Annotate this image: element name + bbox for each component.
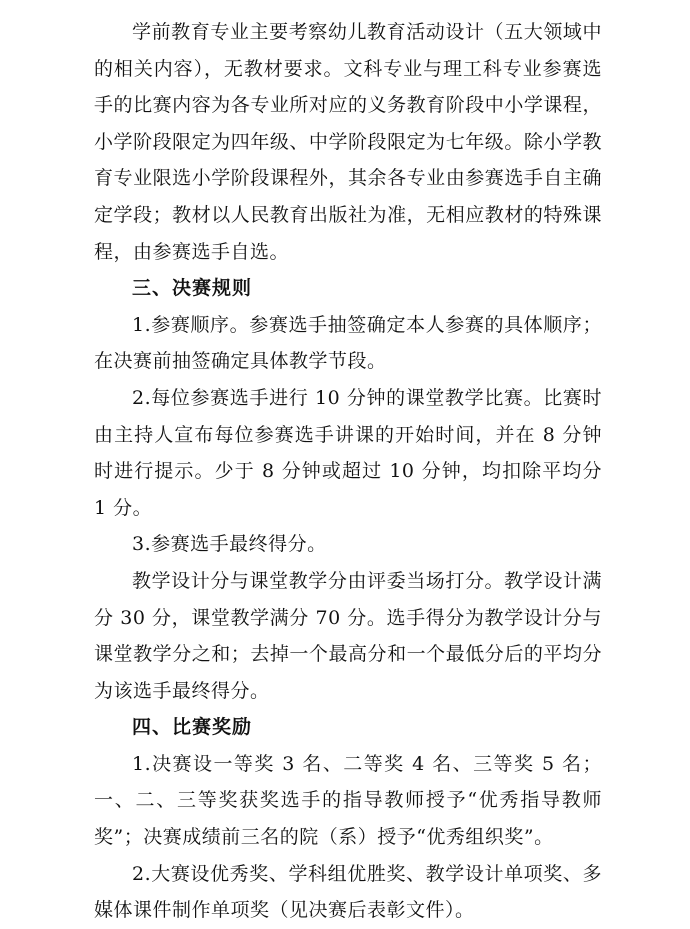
document-page xyxy=(94,14,602,929)
section-heading-final-rules: 三、决赛规则 xyxy=(132,277,253,300)
section-heading-awards: 四、比赛奖励 xyxy=(132,716,253,739)
paragraph-rule-order: 1.参赛顺序。参赛选手抽签确定本人参赛的具体顺序；在决赛前抽签确定具体教学节段。 xyxy=(94,313,602,373)
paragraph-rule-scoring: 教学设计分与课堂教学分由评委当场打分。教学设计满分 30 分，课堂教学满分 70 分。选手得分为教学设计分与课堂教学分之和；去掉一个最高分和一个最低分后的平均分为该选手最终得分。 xyxy=(94,569,602,702)
paragraph-rule-time: 2.每位参赛选手进行 10 分钟的课堂教学比赛。比赛时由主持人宣布每位参赛选手讲课的开始时间，并在 8 分钟时进行提示。少于 8 分钟或超过 10 分钟，均扣除平均分 1 分。 xyxy=(94,386,602,519)
paragraph-award-prizes: 1.决赛设一等奖 3 名、二等奖 4 名、三等奖 5 名；一、二、三等奖获奖选手的指导教师授予“优秀指导教师奖”；决赛成绩前三名的院（系）授予“优秀组织奖”。 xyxy=(94,752,602,849)
paragraph-rule-score-title: 3.参赛选手最终得分。 xyxy=(132,533,327,556)
paragraph-subject-scope: 学前教育专业主要考察幼儿教育活动设计（五大领域中的相关内容），无教材要求。文科专业与理工科专业参赛选手的比赛内容为各专业所对应的义务教育阶段中小学课程，小学阶段限定为四年级、中学阶段限定为七年级。除小学教育专业限选小学阶段课程外，其余各专业由参赛选手自主确定学段；教材以人民教育出版社为准，无相应教材的特殊课程，由参赛选手自选。 xyxy=(94,21,602,263)
paragraph-award-special: 2.大赛设优秀奖、学科组优胜奖、教学设计单项奖、多媒体课件制作单项奖（见决赛后表彰文件）。 xyxy=(94,862,602,922)
